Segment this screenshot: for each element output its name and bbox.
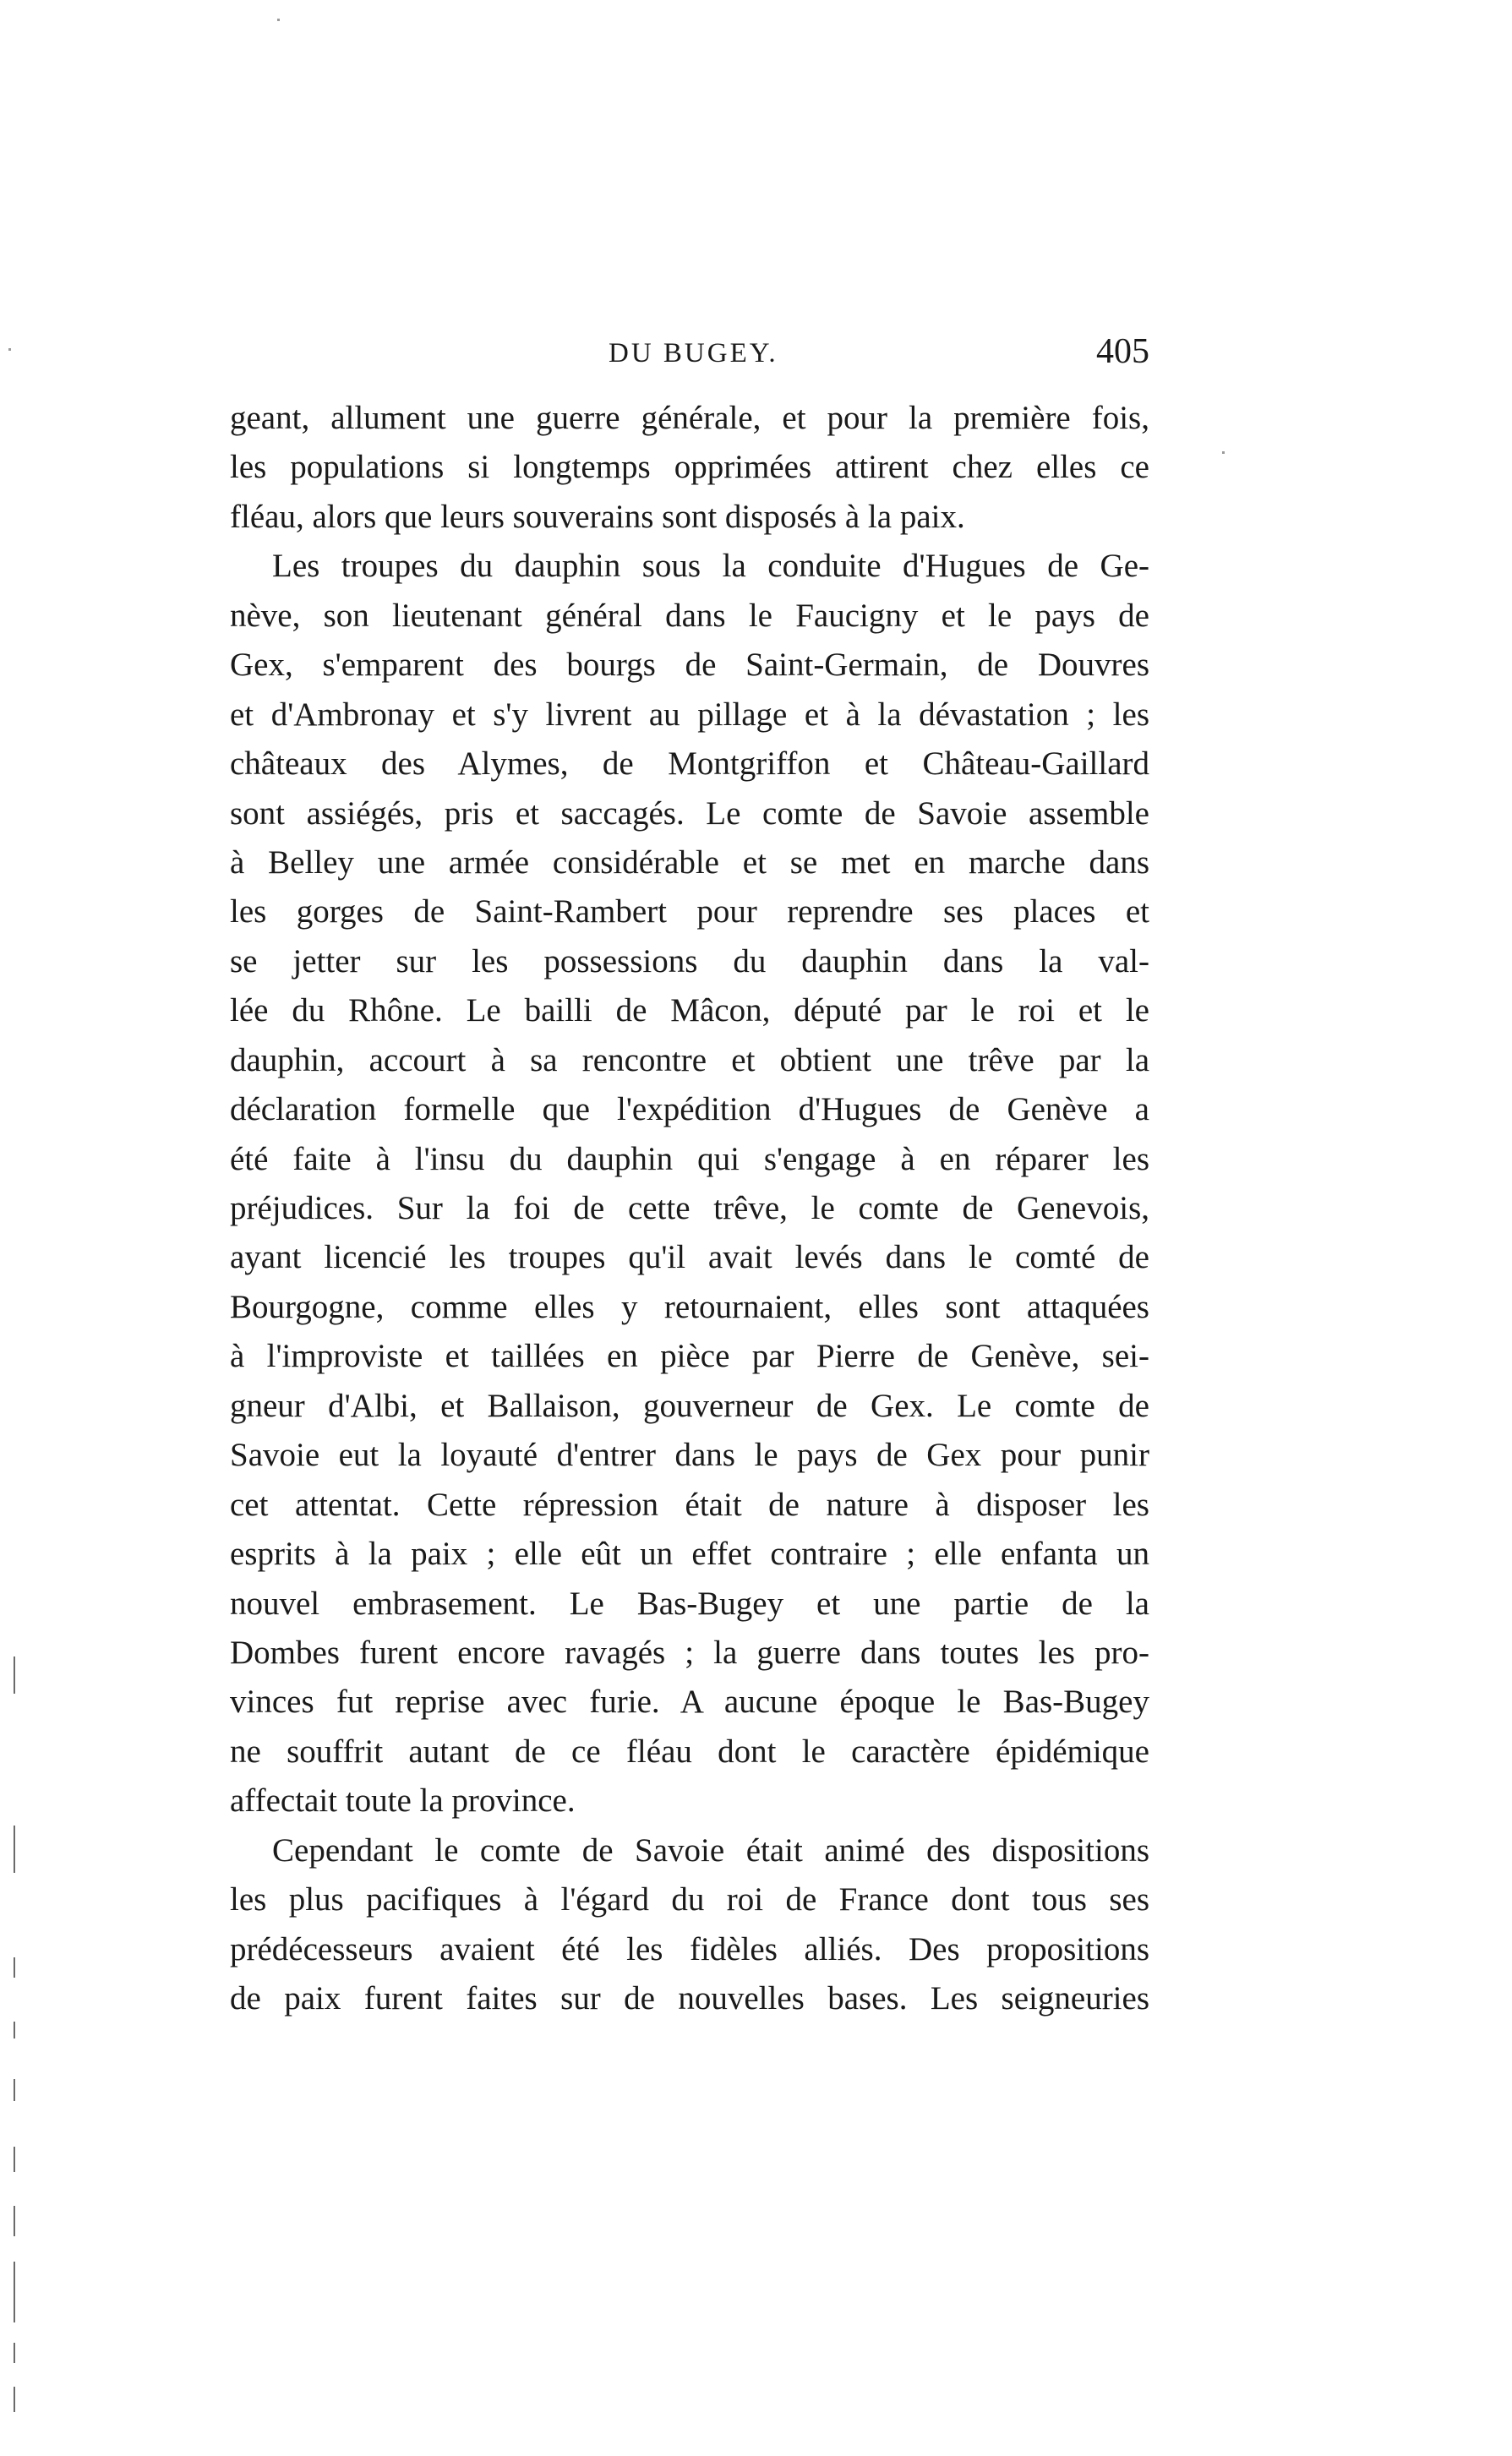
scan-artifact-mark [14,2387,15,2412]
text-line: ayant licencié les troupes qu'il avait levés dans le comté de [230,1239,1149,1276]
text-line: gneur d'Albi, et Ballaison, gouverneur de Gex. Le comte de [230,1387,1149,1424]
text-line: châteaux des Alymes, de Montgriffon et Château-Gaillard [230,745,1149,783]
text-line: préjudices. Sur la foi de cette trêve, le comte de Genevois, [230,1190,1149,1226]
text-line: déclaration formelle que l'expédition d'Hugues de Genève a [230,1091,1149,1128]
text-line: ne souffrit autant de ce fléau dont le caractère épidémique [230,1733,1149,1770]
text-line: fléau, alors que leurs souverains sont disposés à la paix. [230,498,965,535]
scan-artifact-mark [14,2079,15,2101]
text-line: prédécesseurs avaient été les fidèles alliés. Des propositions [230,1930,1149,1968]
scan-artifact-mark [14,2147,15,2172]
text-line: et d'Ambronay et s'y livrent au pillage et à la dévastation ; les [230,696,1149,733]
text-line: les plus pacifiques à l'égard du roi de France dont tous ses [230,1881,1149,1918]
text-line: affectait toute la province. [230,1782,576,1820]
text-line: à Belley une armée considérable et se met en marche dans [230,843,1149,881]
text-line: à l'improviste et taillées en pièce par Pierre de Genève, sei- [230,1338,1149,1375]
text-line: se jetter sur les possessions du dauphin dans la val- [230,942,1149,980]
page-header [230,331,1149,382]
text-line: geant, allument une guerre générale, et pour la première fois, [230,400,1149,436]
paragraph-start-line: Les troupes du dauphin sous la conduite d'Hugues de Ge- [272,548,1149,585]
running-title: DU BUGEY. [609,338,778,368]
scan-artifact-mark [14,1826,15,1873]
scan-artifact-mark [14,2022,15,2038]
scan-artifact-dot [1222,451,1225,454]
scan-artifact-mark [14,1656,15,1694]
text-line: les gorges de Saint-Rambert pour reprendre ses places et [230,893,1149,931]
text-line: lée du Rhône. Le bailli de Mâcon, député par le roi et le [230,992,1149,1029]
scan-artifact-mark [14,1957,15,1978]
text-line: Gex, s'emparent des bourgs de Saint-Germain, de Douvres [230,647,1149,684]
text-line: été faite à l'insu du dauphin qui s'engage à en réparer les [230,1140,1149,1177]
scan-artifact-mark [14,2262,15,2322]
scan-artifact-mark [14,2343,15,2363]
scan-artifact-mark [14,2206,15,2236]
text-line: Dombes furent encore ravagés ; la guerre dans toutes les pro- [230,1634,1149,1671]
text-line: Bourgogne, comme elles y retournaient, elles sont attaquées [230,1288,1149,1325]
scan-artifact-dot [8,348,11,351]
page-number: 405 [1096,332,1149,371]
text-line: Savoie eut la loyauté d'entrer dans le pays de Gex pour punir [230,1437,1149,1474]
text-line: sont assiégés, pris et saccagés. Le comte de Savoie assemble [230,794,1149,832]
body-text [230,394,1149,2023]
text-line: nève, son lieutenant général dans le Faucigny et le pays de [230,597,1149,634]
paragraph-start-line: Cependant le comte de Savoie était animé des dispositions [272,1831,1149,1869]
text-line: cet attentat. Cette répression était de nature à disposer les [230,1486,1149,1523]
text-line: de paix furent faites sur de nouvelles bases. Les seigneuries [230,1980,1149,2017]
text-line: les populations si longtemps opprimées attirent chez elles ce [230,449,1149,486]
text-line: nouvel embrasement. Le Bas-Bugey et une partie de la [230,1585,1149,1622]
scan-artifact-dot [277,19,280,21]
text-line: esprits à la paix ; elle eût un effet contraire ; elle enfanta un [230,1536,1149,1573]
text-line: dauphin, accourt à sa rencontre et obtient une trêve par la [230,1041,1149,1078]
text-line: vinces fut reprise avec furie. A aucune époque le Bas-Bugey [230,1684,1149,1721]
